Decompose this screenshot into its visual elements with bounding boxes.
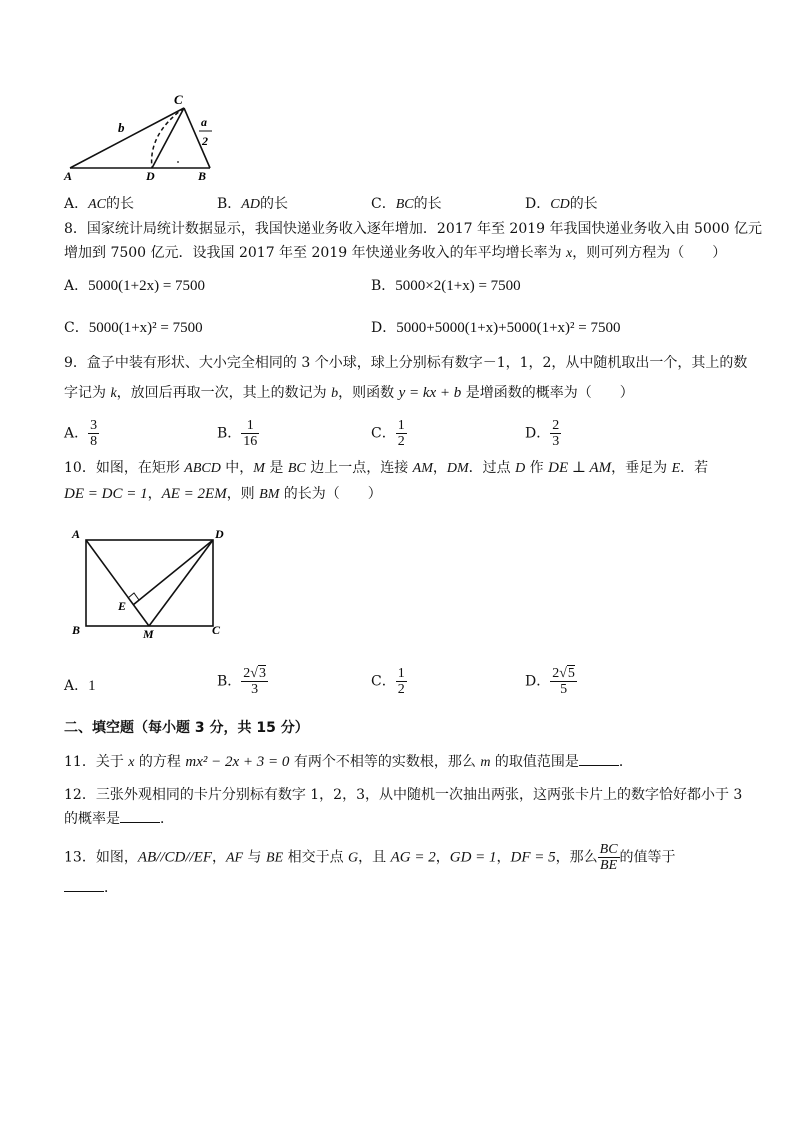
q8-option-a-expr: 5000(1+2x) = 7500 [88, 278, 206, 294]
q7-option-b[interactable]: B．AD的长 [217, 196, 288, 212]
q10-option-b-fraction: $\frac{2√3}{3}$ [243, 666, 266, 697]
q13-answer-blank[interactable] [64, 879, 104, 892]
q9-option-c-fraction: $\frac{1}{2}$ [397, 418, 405, 449]
q10-label-d: D [215, 527, 224, 541]
q12-stem-line1: 12．三张外观相同的卡片分别标有数字 1，2，3，从中随机一次抽出两张，这两张卡片上的数字恰好都小于 3 [64, 787, 743, 803]
q9-stem-line2: 字记为 k，放回后再取一次，其上的数记为 b，则函数 y = kx + b 是增函数的概率为（ ） [64, 385, 634, 401]
q10-rectangle-figure [64, 522, 244, 642]
q9-option-a[interactable]: A． $\frac{3}{8}$ [64, 418, 98, 449]
q7-label-a: a [201, 115, 207, 129]
q8-option-a[interactable]: A．5000(1+2x) = 7500 [64, 278, 206, 294]
q10-stem-line1: 10．如图，在矩形 ABCD 中，M 是 BC 边上一点，连接 AM，DM．过点 D 作 DE ⊥ AM，垂足为 E．若 [64, 460, 709, 476]
section-2-heading: 二、填空题（每小题 3 分，共 15 分） [64, 720, 309, 736]
q8-option-c[interactable]: C．5000(1+x)² = 7500 [64, 320, 203, 336]
q11-answer-blank[interactable] [579, 753, 619, 766]
q11-stem: 11．关于 x 的方程 mx² − 2x + 3 = 0 有两个不相等的实数根，那么 m 的取值范围是 ． [64, 754, 633, 770]
q7-label-c: C [174, 92, 183, 107]
q9-stem-line1: 9．盒子中装有形状、大小完全相同的 3 个小球，球上分别标有数字－1，1，2，从中随机取出一个，其上的数 [64, 355, 748, 371]
q13-stem-line2: ． [64, 878, 118, 898]
q9-option-a-fraction: $\frac{3}{8}$ [90, 418, 98, 449]
q12-answer-blank[interactable] [120, 810, 160, 823]
q7-label-two: 2 [202, 134, 208, 148]
q8-option-d-expr: 5000+5000(1+x)+5000(1+x)² = 7500 [396, 320, 621, 336]
q10-label-c: C [212, 623, 221, 637]
q8-option-c-expr: 5000(1+x)² = 7500 [88, 320, 203, 336]
q7-label-a-vertex: A [64, 169, 73, 183]
q13-stem-line1: 13．如图，AB//CD//EF，AF 与 BE 相交于点 G，且 AG = 2，GD = 1，DF = 5，那么 $\frac{BC}{BE}$ 的值等于 [64, 842, 676, 873]
q10-label-m: M [143, 627, 154, 641]
q10-option-c[interactable]: C． $\frac{1}{2}$ [371, 666, 405, 697]
q10-label-a: A [72, 527, 81, 541]
q10-label-b: B [72, 623, 81, 637]
q13-ratio-fraction: $\frac{BC}{BE}$ [599, 842, 618, 873]
q7-option-c[interactable]: C．BC的长 [371, 196, 442, 212]
q7-label-b-vertex: B [198, 169, 207, 183]
q9-option-d[interactable]: D． $\frac{2}{3}$ [525, 418, 560, 449]
q9-option-d-fraction: $\frac{2}{3}$ [552, 418, 560, 449]
q7-triangle-figure [60, 92, 230, 184]
q10-option-b[interactable]: B． $\frac{2√3}{3}$ [217, 666, 266, 697]
q7-option-d[interactable]: D．CD的长 [525, 196, 598, 212]
q8-stem-line1: 8．国家统计局统计数据显示，我国快递业务收入逐年增加．2017 年至 2019 年我国快递业务收入由 5000 亿元 [64, 221, 763, 237]
q8-option-d[interactable]: D．5000+5000(1+x)+5000(1+x)² = 7500 [371, 320, 621, 336]
q10-option-d-fraction: $\frac{2√5}{5}$ [552, 666, 575, 697]
q8-option-b[interactable]: B．5000×2(1+x) = 7500 [371, 278, 521, 294]
q7-label-b: b [118, 120, 125, 135]
q9-option-b[interactable]: B． $\frac{1}{16}$ [217, 418, 258, 449]
q9-option-b-fraction: $\frac{1}{16}$ [243, 418, 258, 449]
q7-label-d: D [146, 169, 155, 183]
q10-option-c-fraction: $\frac{1}{2}$ [397, 666, 405, 697]
q8-stem-line2: 增加到 7500 亿元．设我国 2017 年至 2019 年快递业务收入的年平均增长率为 x，则可列方程为（ ） [64, 245, 727, 261]
q7-option-a[interactable]: A．AC的长 [64, 196, 135, 212]
q10-label-e: E [118, 599, 127, 613]
q8-option-b-expr: 5000×2(1+x) = 7500 [395, 278, 521, 294]
q10-option-d[interactable]: D． $\frac{2√5}{5}$ [525, 666, 575, 697]
q12-stem-line2: 的概率是 ． [64, 811, 174, 827]
q10-option-a[interactable]: A．1 [64, 678, 96, 694]
q9-option-c[interactable]: C． $\frac{1}{2}$ [371, 418, 405, 449]
q10-stem-line2: DE = DC = 1，AE = 2EM，则 BM 的长为（ ） [64, 486, 382, 502]
